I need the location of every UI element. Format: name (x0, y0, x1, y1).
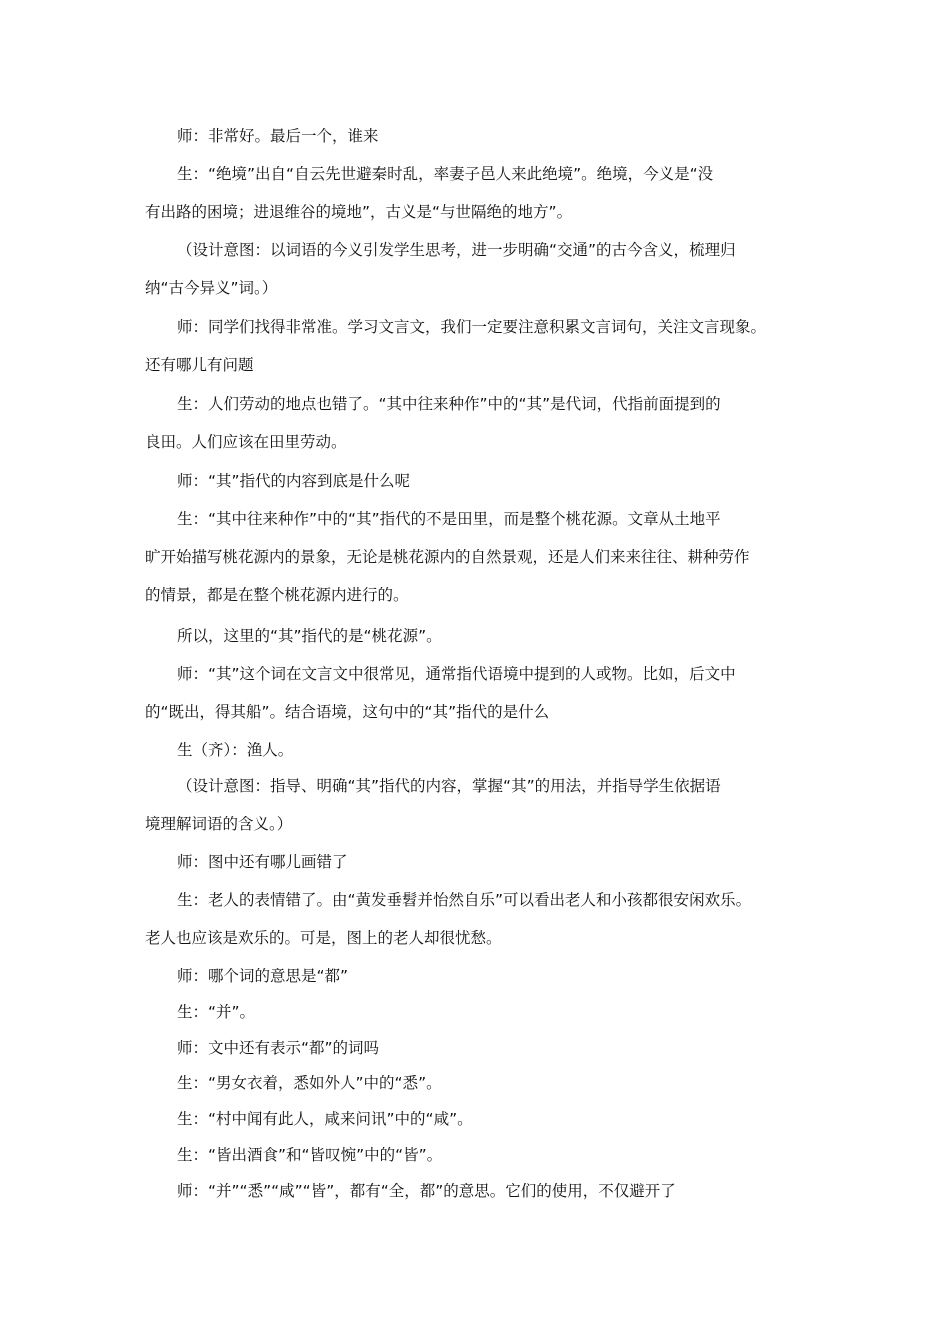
text-line: （设计意图：指导、明确“其”指代的内容，掌握“其”的用法，并指导学生依据语 (177, 777, 721, 795)
paragraph (145, 1029, 805, 1067)
text-line: 的情景，都是在整个桃花源内进行的。 (145, 586, 409, 604)
text-line: 生：“其中往来种作”中的“其”指代的不是田里，而是整个桃花源。文章从土地平 (177, 510, 721, 528)
text-line: 师：同学们找得非常准。学习文言文，我们一定要注意积累文言词句，关注文言现象。 (177, 318, 767, 336)
text-line: 生：“村中闻有此人，咸来问讯”中的“咸”。 (177, 1110, 473, 1128)
paragraph (145, 617, 805, 655)
text-line: 师：非常好。最后一个，谁来 (177, 127, 379, 145)
paragraph (145, 1100, 805, 1138)
paragraph (145, 843, 805, 881)
text-line: 生：“并”。 (177, 1003, 256, 1021)
paragraph (145, 767, 805, 843)
paragraph (145, 1064, 805, 1102)
paragraph (145, 993, 805, 1031)
text-line: 师：哪个词的意思是“都” (177, 967, 349, 985)
text-line: 所以，这里的“其”指代的是“桃花源”。 (177, 627, 442, 645)
paragraph (145, 1136, 805, 1174)
text-line: 的“既出，得其船”。结合语境，这句中的“其”指代的是什么 (145, 703, 550, 721)
text-line: 老人也应该是欢乐的。可是，图上的老人却很忧愁。 (145, 929, 502, 947)
text-line: 还有哪儿有问题 (145, 356, 254, 374)
text-line: 有出路的困境；进退维谷的境地”，古义是“与世隔绝的地方”。 (145, 203, 573, 221)
text-line: 生：老人的表情错了。由“黄发垂髫并怡然自乐”可以看出老人和小孩都很安闲欢乐。 (177, 891, 752, 909)
text-line: 生：“绝境”出自“自云先世避秦时乱，率妻子邑人来此绝境”。绝境，今义是“没 (177, 165, 714, 183)
text-line: 生：“皆出酒食”和“皆叹惋”中的“皆”。 (177, 1146, 443, 1164)
text-line: 师：“其”指代的内容到底是什么呢 (177, 472, 411, 490)
text-line: 生：“男女衣着，悉如外人”中的“悉”。 (177, 1074, 442, 1092)
paragraph (145, 308, 805, 384)
text-line: （设计意图：以词语的今义引发学生思考，进一步明确“交通”的古今含义，梳理归 (177, 241, 736, 259)
paragraph (145, 385, 805, 461)
text-line: 旷开始描写桃花源内的景象，无论是桃花源内的自然景观，还是人们来来往往、耕种劳作 (145, 548, 750, 566)
text-line: 师：图中还有哪儿画错了 (177, 853, 348, 871)
paragraph (145, 500, 805, 614)
paragraph (145, 155, 805, 231)
paragraph (145, 655, 805, 731)
text-line: 境理解词语的含义。） (145, 815, 293, 833)
text-line: 良田。人们应该在田里劳动。 (145, 433, 347, 451)
paragraph (145, 957, 805, 995)
text-line: 师：“并”“悉”“咸”“皆”，都有“全，都”的意思。它们的使用，不仅避开了 (177, 1182, 676, 1200)
text-line: 师：“其”这个词在文言文中很常见，通常指代语境中提到的人或物。比如，后文中 (177, 665, 736, 683)
text-line: 师：文中还有表示“都”的词吗 (177, 1039, 380, 1057)
paragraph (145, 462, 805, 500)
text-line: 生（齐）：渔人。 (177, 741, 294, 759)
paragraph (145, 1172, 805, 1210)
paragraph (145, 731, 805, 769)
paragraph (145, 881, 805, 957)
text-line: 纳“古今异义”词。） (145, 279, 278, 297)
paragraph (145, 117, 805, 155)
paragraph (145, 231, 805, 307)
text-line: 生：人们劳动的地点也错了。“其中往来种作”中的“其”是代词，代指前面提到的 (177, 395, 721, 413)
